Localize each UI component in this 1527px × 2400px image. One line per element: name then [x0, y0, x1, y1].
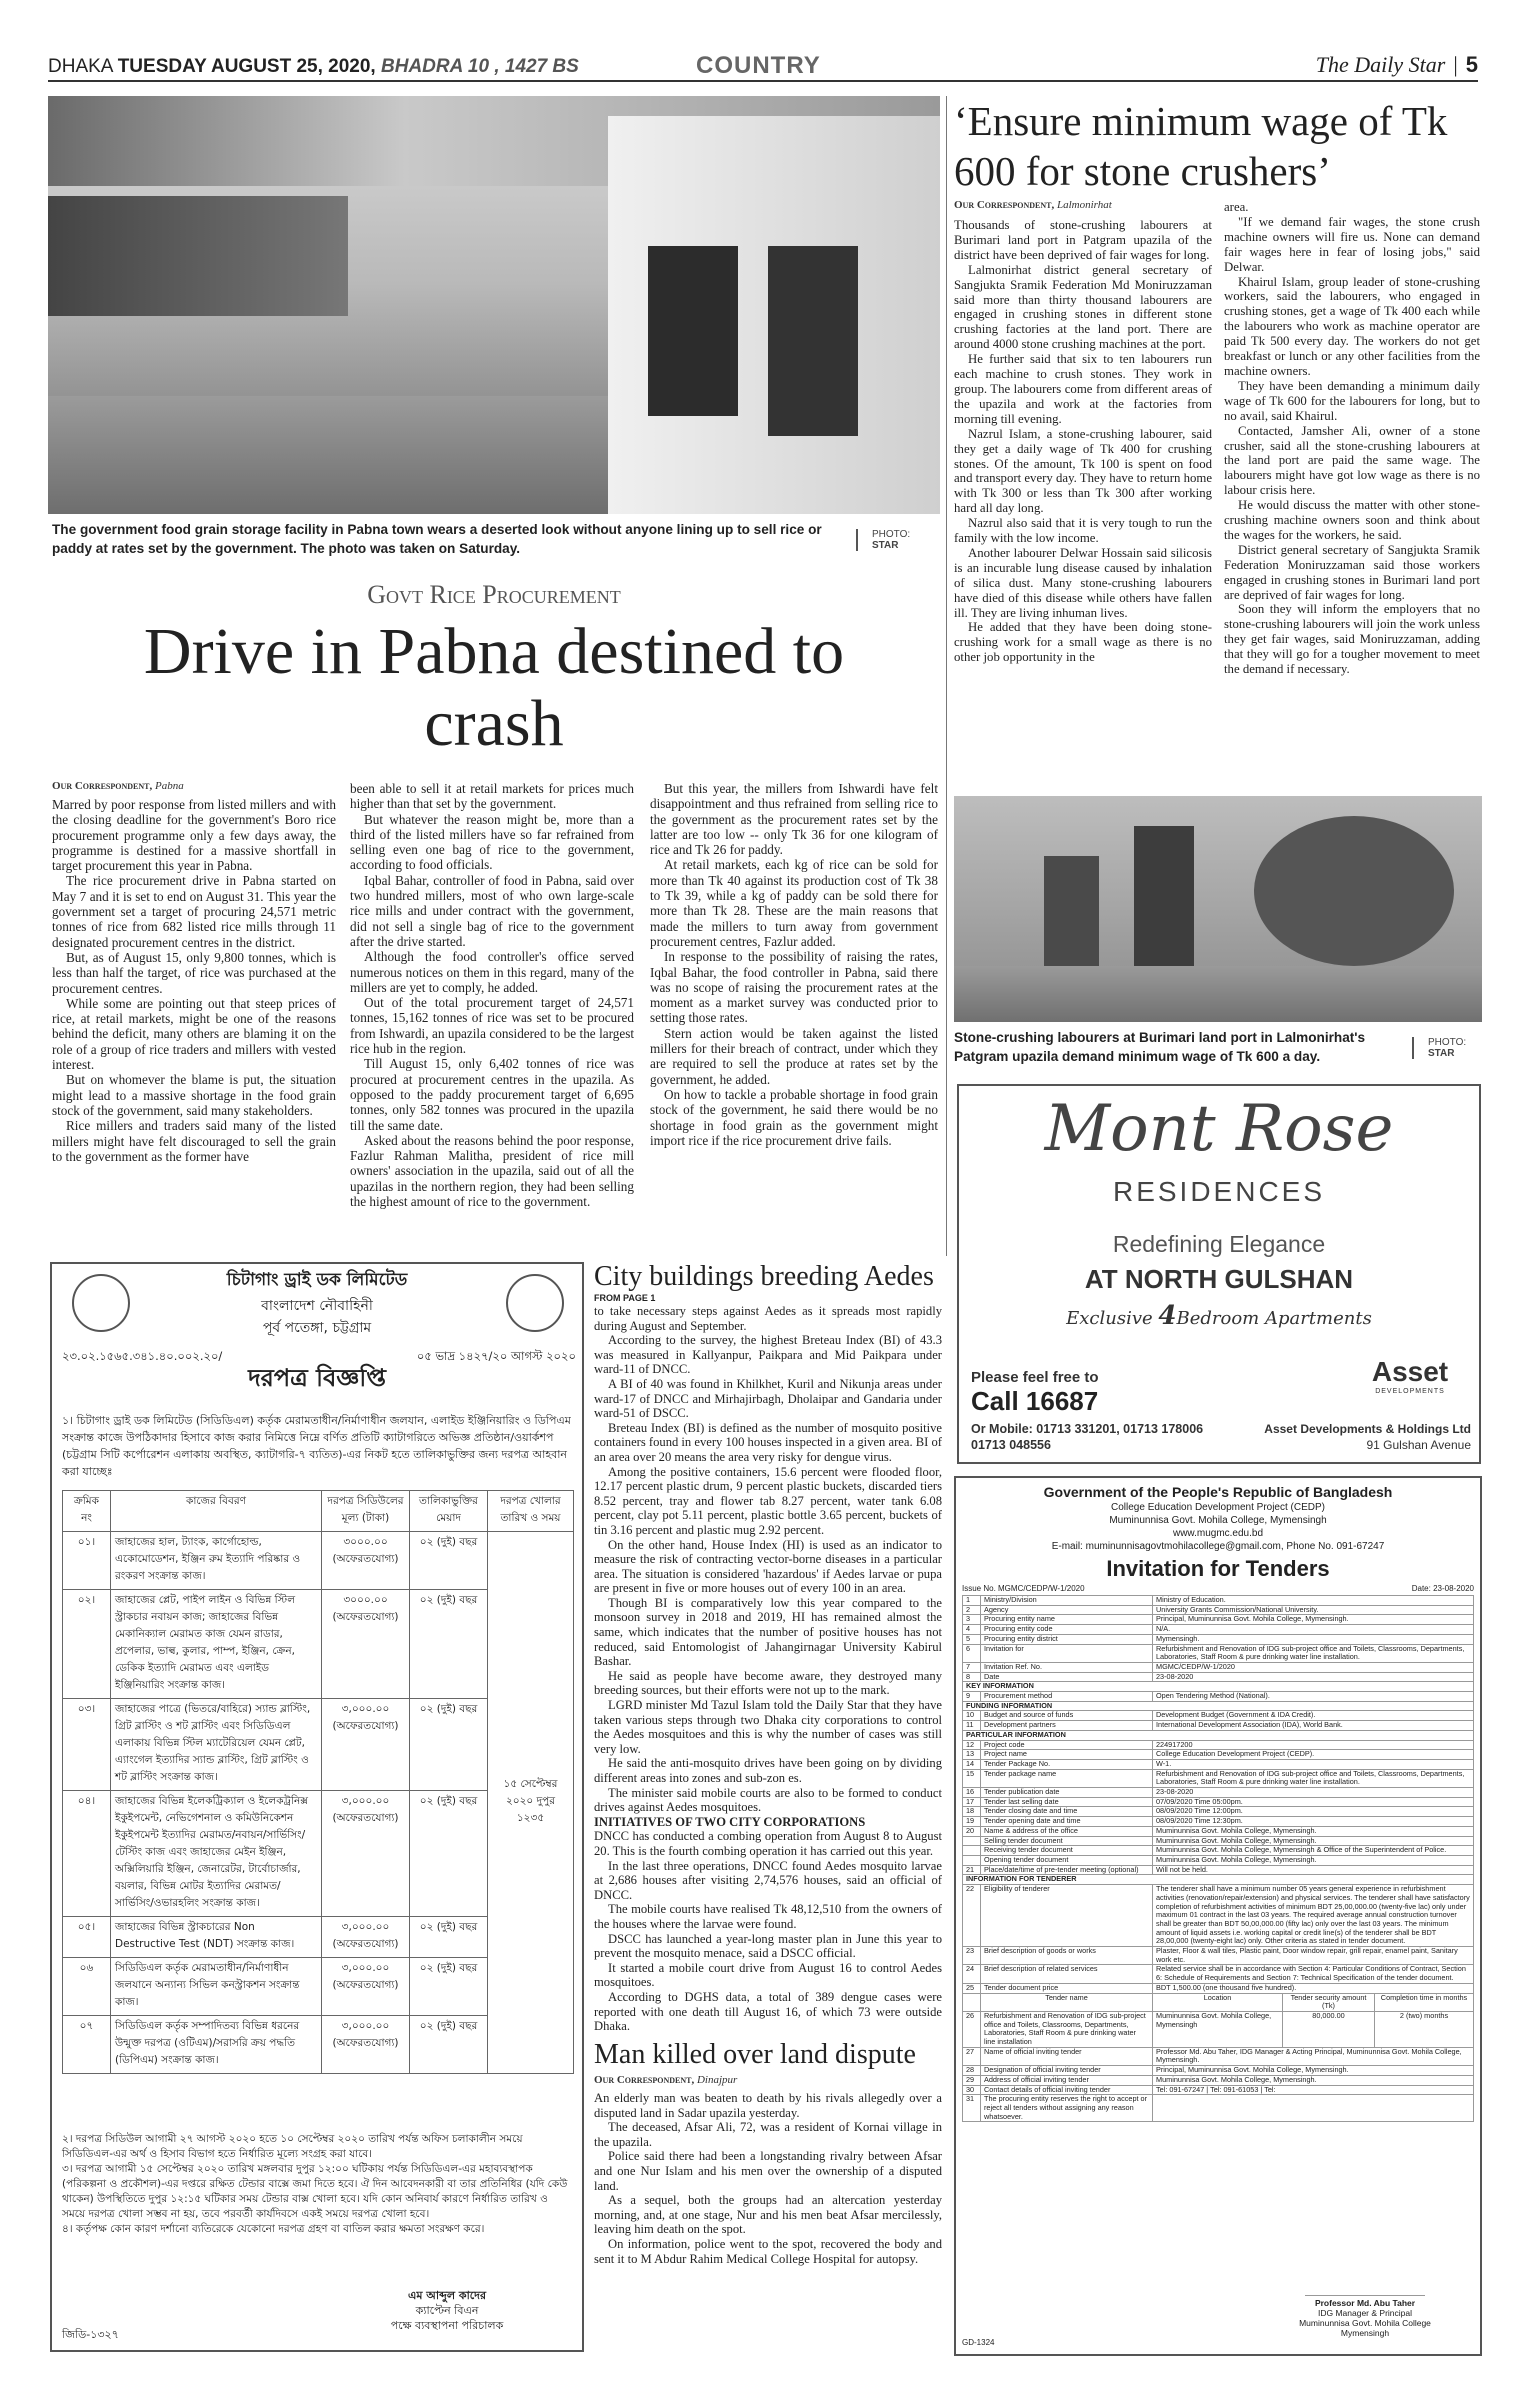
table-row: ০৩। জাহাজের পাত্রে (ভিতরে/বাহিরে) স্যান্ড ব্লাস্টিং, গ্রিট ব্লাস্টিং ও শট ব্লাস্টিং এবং সিডিডিএল এলাকায় বিভিন্ন স্টিল ম্যাটেরিয়েল যেমন প্লেট, এ্যাংগেল ইত্যাদির স্যান্ড ব্লাস্টিং, গ্রিট ব্লাস্টিং ও শট ব্লাস্টিং সংক্রান্ত কাজ। ৩,০০০.০০ (অফেরতযোগ্য) ০২ (দুই) বছর	[63, 1699, 574, 1791]
table-row: ০৬ সিডিডিএল কর্তৃক মেরামতাধীন/নির্মাণাধীন জলযানে অন্যান্য সিভিল কনস্ট্রাকশন সংক্রান্ত কাজ। ৩,০০০.০০ (অফেরতযোগ্য) ০২ (দুই) বছর	[63, 1958, 574, 2016]
pabna-col-1	[52, 797, 336, 1164]
tender-en-table-2	[962, 2047, 1474, 2123]
tender-en-issue-date: Date: 23-08-2020	[1411, 1584, 1474, 1593]
table-row: 16 Tender publication date 23-08-2020	[963, 1788, 1474, 1798]
table-row: 26 Refurbishment and Renovation of IDG sub-project office and Toilets, Classrooms, Departments, Laboratories, Staff Room & pure drinking water line installation Muminunnisa Govt. Mohila College, Mymensingh 80,000.00 2 (two) months	[963, 2011, 1474, 2047]
paragraph: Breteau Index (BI) is defined as the number of mosquito positive containers found in every 100 houses inspected in a given area. BI of an area over 20 means the area very risky for dengue virus.	[594, 1420, 942, 1464]
pabna-headline: Drive in Pabna destined to crash	[143, 615, 845, 760]
table-row: 31 The procuring entity reserves the right to accept or reject all tenders without assigning any reason whatsoever.	[963, 2095, 1474, 2122]
table-header-row: Tender name Location Tender security amount (Tk) Completion time in months	[963, 1993, 1474, 2011]
table-row: Receiving tender document Muminunnisa Govt. Mohila College, Mymensingh & Office of the Superintendent of Police.	[963, 1846, 1474, 1856]
table-section-row: KEY INFORMATION	[963, 1682, 1474, 1692]
paragraph: As a sequel, both the groups had an altercation yesterday morning, and, at one stage, Nur and his men beat Afsar mercilessly, leaving him death on the spot.	[594, 2193, 942, 2237]
signature-mark	[1305, 2284, 1425, 2296]
tender-table	[62, 1490, 574, 2074]
table-row: Opening tender document Muminunnisa Govt. Mohila College, Mymensingh.	[963, 1855, 1474, 1865]
table-row: 19 Tender opening date and time 08/09/2020 Time 12:30pm.	[963, 1817, 1474, 1827]
ad-company: Asset Developments & Holdings Ltd	[1264, 1422, 1471, 1436]
ad-brand-name: Mont Rose	[1044, 1092, 1394, 1166]
paragraph: In the last three operations, DNCC found Aedes mosquito larvae at 2,686 houses after visiting 2,74,576 houses, said an official of DNCC.	[594, 1858, 942, 1902]
table-row: 9 Procurement method Open Tendering Method (National).	[963, 1692, 1474, 1702]
asset-logo	[1355, 1356, 1465, 1395]
paragraph: area.	[1224, 200, 1249, 214]
paragraph: DSCC has launched a year-long master plan in June this year to prevent the mosquito menace, said a DSCC official.	[594, 1931, 942, 1961]
paragraph: In response to the possibility of raising the rates, Iqbal Bahar, the food controller in Pabna, said there was no scope of raising the procurement rates at the moment as a market survey was conducted prior to setting those rates.	[650, 949, 938, 1026]
mont-rose-ad	[957, 1084, 1481, 1464]
paragraph: to take necessary steps against Aedes as it spreads most rapidly during August and September.	[594, 1304, 942, 1333]
stone-headline: ‘Ensure minimum wage of Tk 600 for stone crushers’	[954, 98, 1448, 194]
table-row: Selling tender document Muminunnisa Govt. Mohila College, Mymensingh.	[963, 1836, 1474, 1846]
paragraph: But this year, the millers from Ishwardi have felt disappointment and thus refrained from selling rice to the government as the procurement rates set by the latter are too low -- only Tk 36 for one kilogram of rice and Tk 26 for paddy.	[650, 781, 938, 858]
column-header: দরপত্র খোলার তারিখ ও সময়	[488, 1491, 574, 1532]
table-header-row	[63, 1491, 574, 1532]
table-row: 4 Procuring entity code N/A.	[963, 1625, 1474, 1635]
table-row: 11 Development partners International Development Association (IDA), World Bank.	[963, 1721, 1474, 1731]
table-row: 21 Place/date/time of pre-tender meeting (optional) Will not be held.	[963, 1865, 1474, 1875]
paragraph: Nazrul also said that it is very tough to run the family with the low income.	[954, 516, 1212, 546]
paragraph: Marred by poor response from listed millers and with the closing deadline for the government's Boro rice procurement programme only a few days away, the programme is destined for a massive shortfall in target procurement this year in Pabna.	[52, 797, 336, 874]
land-byline: Our Correspondent, Dinajpur	[594, 2074, 738, 2086]
table-row: ০৭ সিডিডিএল কর্তৃক সম্পাদিতব্য বিভিন্ন ধরনের উন্মুক্ত দরপত্র (ওটিএম)/সরাসরি ক্রয় পদ্ধতি (ডিপিএম) সংক্রান্ত কাজ। ৩,০০০.০০ (অফেরতযোগ্য) ০২ (দুই) বছর	[63, 2016, 574, 2074]
subheading: INITIATIVES OF TWO CITY CORPORATIONS	[594, 1814, 866, 1829]
table-row: 29 Address of official inviting tender Muminunnisa Govt. Mohila College, Mymensingh.	[963, 2075, 1474, 2085]
stone-col-1	[954, 218, 1212, 665]
pabna-col-2	[350, 781, 634, 1209]
paragraph: Khairul Islam, group leader of stone-crushing workers, said the labourers, who engaged in crushing stones, get a wage of Tk 400 each while the labourers who work as machine operator are paid Tk 500 every day. The workers do not get breakfast or lunch or any other facilities from the machine owners.	[1224, 274, 1480, 378]
pabna-photo-credit: PHOTO: STAR	[856, 529, 936, 551]
column-header: কাজের বিবরণ	[111, 1491, 322, 1532]
tender-notes	[62, 2132, 574, 2237]
table-row: 13 Project name College Education Development Project (CEDP).	[963, 1750, 1474, 1760]
table-row: 8 Date 23-08-2020	[963, 1672, 1474, 1682]
tender-date: ০৫ ভাদ্র ১৪২৭/২০ আগস্ট ২০২০	[416, 1349, 576, 1363]
paragraph: Soon they will inform the employers that no stone-crushing labourers will join the work unless they get fair wages, said Moniruzzaman, adding that they will go for a tougher movement to meet the demand if necessary.	[1224, 602, 1480, 677]
stone-col-2	[1224, 200, 1480, 677]
land-headline: Man killed over land dispute	[594, 2039, 916, 2070]
paragraph: It started a mobile court drive from August 16 to control Aedes mosquitoes.	[594, 1960, 942, 1990]
tender-en-project: College Education Development Project (CEDP)	[1111, 1502, 1325, 1513]
table-row: 25 Tender document price BDT 1,500.00 (one thousand five hundred).	[963, 1983, 1474, 1993]
paragraph: On the other hand, House Index (HI) is used as an indicator to measure the risk of contracting vector-borne diseases in a particular area. The situation is considered 'hazardous' if Aedes larvae or pupa are present in five or more houses out of every 100 in an area.	[594, 1537, 942, 1596]
cedp-tender-notice	[954, 1476, 1482, 2356]
paragraph: On information, police went to the spot, recovered the body and sent it to M Abdur Rahim Medical College Hospital for autopsy.	[594, 2236, 942, 2266]
pabna-kicker: Govt Rice Procurement	[367, 580, 621, 609]
cddl-tender-notice	[50, 1262, 584, 2352]
tender-note: ২। দরপত্র সিডিউল আগামী ২৭ আগস্ট ২০২০ হতে ১০ সেপ্টেম্বর ২০২০ তারিখ পর্যন্ত অফিস চলাকালীন সময়ে সিডিডিএল-এর অর্থ ও হিসাব বিভাগ হতে নির্ধারিত মূল্যে সংগ্রহ করা যাবে।	[62, 2133, 523, 2160]
ad-mobile-2: 01713 048556	[971, 1438, 1051, 1452]
stone-photo	[954, 796, 1482, 1022]
tender-memo: ২৩.০২.১৫৬৫.৩৪১.৪০.০০২.২০/	[62, 1349, 223, 1363]
paragraph: Contacted, Jamsher Ali, owner of a stone crusher, said all the stone-crushing labourers at the land port are paid the same wage. The labourers might have got low wage as there is no labour crisis here.	[1224, 423, 1480, 498]
paragraph: Although the food controller's office served numerous notices on them in this regard, many of the millers are yet to comply, he added.	[350, 949, 634, 995]
table-row: ০২। জাহাজের প্লেট, পাইপ লাইন ও বিভিন্ন স্টিল স্ট্রাকচার নবায়ন কাজ; জাহাজের বিভিন্ন মেকানিক্যাল মেরামত কাজ যেমন রাডার, প্রপেলার, ভাল্ব, কুলার, পাম্প, ইঞ্জিন, ক্রেন, ডেকিক ইত্যাদি মেরামত এবং এলাইড ইঞ্জিনিয়ারিং সংক্রান্ত কাজ। ৩০০০.০০ (অফেরতযোগ্য) ০২ (দুই) বছর	[63, 1590, 574, 1699]
table-row: 24 Brief description of related services Related service shall be in accordance with Section 4: Particular Conditions of Contract, Section 6: Schedule of Requirements and Section 7: Technical Specification of the tender document.	[963, 1965, 1474, 1983]
tender-en-email: E-mail: muminunnisagovtmohilacollege@gmail.com, Phone No. 091-67247	[1051, 1541, 1385, 1552]
paragraph: Nazrul Islam, a stone-crushing labourer, said they get a daily wage of Tk 400 for crushing stones. Of the amount, Tk 100 is spent on food and transport every day. They have to return home with Tk 300 or less than Tk 300 after working hard all day long.	[954, 426, 1212, 516]
table-section-row: PARTICULAR INFORMATION	[963, 1730, 1474, 1740]
table-row: 3 Procuring entity name Principal, Muminunnisa Govt. Mohila College, Mymensingh.	[963, 1615, 1474, 1625]
aedes-from: FROM PAGE 1	[594, 1293, 656, 1303]
paragraph: He said as people have become aware, they destroyed many breeding sources, but their efforts were not up to the mark.	[594, 1668, 942, 1698]
paragraph: He added that they have been doing stone-crushing work for a small wage as there is no other job opportunity in the	[954, 620, 1212, 665]
ad-address: 91 Gulshan Avenue	[1366, 1438, 1471, 1452]
paragraph: The minister said mobile courts are also to be formed to conduct drives against Aedes mosquitoes.	[594, 1785, 942, 1815]
paragraph: But, as of August 15, only 9,800 tonnes, which is less than half the target, of rice was purchased at the procurement centres.	[52, 949, 336, 996]
paragraph: "If we demand fair wages, the stone crush machine owners will fire us. None can demand fair wages here in fear of losing jobs," said Delwar.	[1224, 214, 1480, 274]
paragraph: Till August 15, only 6,402 tonnes of rice was procured at procurement centres in the upazila. As opposed to the paddy procurement target of 6,695 tonnes, only 582 tonnes was procured in the upazila till the same date.	[350, 1056, 634, 1133]
paragraph: The rice procurement drive in Pabna started on May 7 and it is set to end on August 31. This year the government set a target of procuring 24,571 metric tonnes of rice from 682 listed rice mills through 11 designated procurement centres in the district.	[52, 873, 336, 950]
tender-en-signature: Professor Md. Abu Taher IDG Manager & Principal Muminunnisa Govt. Mohila College Mymensingh	[1256, 2284, 1474, 2338]
paragraph: A BI of 40 was found in Khilkhet, Kuril and Nikunja areas under ward-17 of DNCC and Mirhajirbagh, Dholaipar and Gandaria under ward-51 of DSCC.	[594, 1376, 942, 1421]
paragraph: Among the positive containers, 15.6 percent were flooded floor, 12.17 percent plastic drum, 9 percent plastic buckets, discarded tiers 8.52 percent, tray and flower tab 8.27 percent, water tank 6.08 percent, clay pot 5.11 percent, plastic bottle 3.65 percent, buckets of tin 3.16 percent and plastic mug 2.92 percent.	[594, 1464, 942, 1537]
stone-byline: Our Correspondent, Lalmonirhat	[954, 199, 1112, 211]
paragraph: District general secretary of Sangjukta Sramik Federation Moniruzzaman said those workers engaged in crushing stones in Burimari land port are deprived of fair wages for long.	[1224, 542, 1480, 602]
table-section-row: INFORMATION FOR TENDERER	[963, 1875, 1474, 1885]
paragraph: Though BI is comparatively low this year compared to the monsoon survey in 2018 and 2019, HI has remained almost the same, which indicates that the number of positive houses has not reduced, said Entomologist of Jahangirnagar University Kabirul Bashar.	[594, 1595, 942, 1669]
table-section-row: FUNDING INFORMATION	[963, 1701, 1474, 1711]
tender-en-title: Invitation for Tenders	[1106, 1556, 1330, 1581]
table-row: 27 Name of official inviting tender Professor Md. Abu Taher, IDG Manager & Acting Principal, Muminunnisa Govt. Mohila College, Mymensingh.	[963, 2047, 1474, 2065]
ad-call-number: Call 16687	[971, 1386, 1099, 1416]
ad-apartments: Exclusive 4Bedroom Apartments	[1066, 1301, 1372, 1331]
paragraph: Police said there had been a longstanding rivalry between Afsar and one Nur Islam and his men over the ownership of a disputed land.	[594, 2149, 942, 2193]
tender-en-ref: GD-1324	[962, 2338, 995, 2347]
paragraph: Iqbal Bahar, controller of food in Pabna, said over two hundred millers, most of who own large-scale rice mills and under contract with the government, did not sell a single bag of rice to the government after the drive started.	[350, 872, 634, 949]
table-row: 28 Designation of official inviting tender Principal, Muminunnisa Govt. Mohila College, Mymensingh.	[963, 2066, 1474, 2076]
aedes-headline: City buildings breeding Aedes	[594, 1261, 934, 1292]
pabna-photo-caption: The government food grain storage facility in Pabna town wears a deserted look without anyone lining up to sell rice or paddy at rates set by the government. The photo was taken on Saturday.	[52, 522, 822, 556]
ad-tagline: Redefining Elegance	[1112, 1231, 1326, 1257]
tender-en-gov: Government of the People's Republic of Bangladesh	[1043, 1484, 1393, 1500]
paragraph: On how to tackle a probable shortage in food grain stock of the government, he said there would be no shortage in food grain as the government might import rice if the rice procurement drive fails.	[650, 1086, 938, 1148]
stone-photo-caption: Stone-crushing labourers at Burimari land port in Lalmonirhat's Patgram upazila demand minimum wage of Tk 600 a day.	[954, 1030, 1366, 1064]
paragraph: He said the anti-mosquito drives have been going on by dividing different areas into zones and sub-zon es.	[594, 1756, 942, 1785]
land-body	[594, 2091, 942, 2266]
column-divider	[946, 96, 947, 1256]
masthead: The Daily Star | 5	[1315, 52, 1478, 77]
paragraph: LGRD minister Md Tazul Islam told the Daily Star that they have taken various steps through two Dhaka city corporations to control the Aedes mosquitoes and this is why the number of cases was still very low.	[594, 1698, 942, 1756]
table-row: ০১। জাহাজের হাল, ট্যাংক, কার্গোহোল্ড, একোমোডেশন, ইঞ্জিন রুম ইত্যাদি পরিষ্কার ও রংকরণ সংক্রান্ত কাজ। ৩০০০.০০ (অফেরতযোগ্য) ০২ (দুই) বছর ১৫ সেপ্টেম্বর ২০২০ দুপুর ১২৩৫	[63, 1532, 574, 1590]
paragraph: DNCC has conducted a combing operation from August 8 to August 20. This is the fourth combing operation it has carried out this year.	[594, 1829, 942, 1858]
section-name: COUNTRY	[696, 52, 821, 79]
table-row: 20 Name & address of the office Muminunnisa Govt. Mohila College, Mymensingh.	[963, 1826, 1474, 1836]
paragraph: Lalmonirhat district general secretary of Sangjukta Sramik Federation Md Moniruzzaman said more than thirty thousand labourers are engaged in crushing stones in different stone crushing factories at the land port. There are around 4000 stone crushing machines at the port.	[954, 262, 1212, 352]
table-row: 30 Contact details of official inviting tender Tel: 091-67247 | Tel: 091-61053 | Tel:	[963, 2085, 1474, 2095]
paragraph: According to the survey, the highest Breteau Index (BI) of 43.3 was measured in Kallyanpur, Paikpara and Mid Paikpara under ward-11 of DNCC.	[594, 1333, 942, 1377]
paragraph: been able to sell it at retail markets for prices much higher than that set by the government.	[350, 781, 634, 812]
tender-en-lot-table	[962, 1993, 1474, 2048]
paragraph: The deceased, Afsar Ali, 72, was a resident of Kornai village in the upazila.	[594, 2120, 942, 2149]
ad-mobiles: Or Mobile: 01713 331201, 01713 178006	[971, 1422, 1204, 1436]
paragraph: They have been demanding a minimum daily wage of Tk 600 for the labourers for long, but to no avail, said Khairul.	[1224, 378, 1480, 423]
tender-title: দরপত্র বিজ্ঞপ্তি	[248, 1364, 386, 1392]
tender-en-web: www.mugmc.edu.bd	[1172, 1528, 1264, 1539]
paragraph: An elderly man was beaten to death by his rivals allegedly over a disputed land in Sadar upazila yesterday.	[594, 2091, 942, 2120]
ad-location: AT NORTH GULSHAN	[1084, 1264, 1354, 1294]
paragraph: Thousands of stone-crushing labourers at Burimari land port in Patgram upazila of the district have been deprived of fair wages for long.	[954, 218, 1212, 262]
page-header	[48, 52, 1478, 82]
paragraph: Asked about the reasons behind the poor response, Fazlur Rahman Malitha, president of rice mill owners' association in the upazila, said out of all the upazilas in the northern region, they had been selling the highest amount of rice to the government.	[350, 1132, 634, 1210]
table-row: 14 Tender Package No. W-1.	[963, 1759, 1474, 1769]
paragraph: Stern action would be taken against the listed millers for their breach of contract, under which they are required to sell the produce at rates set by the government, he added.	[650, 1025, 938, 1087]
pabna-photo	[48, 96, 940, 514]
opening-date: ১৫ সেপ্টেম্বর ২০২০ দুপুর ১২৩৫	[488, 1532, 574, 2074]
pabna-byline: Our Correspondent, Pabna	[52, 780, 184, 792]
table-row: 17 Tender last selling date 07/09/2020 Time 05:00pm.	[963, 1797, 1474, 1807]
paragraph: But on whomever the blame is put, the situation might lead to a massive shortage in the food grain stock of the government, said many stakeholders.	[52, 1072, 336, 1118]
column-header: দরপত্র সিডিউলের মূল্য (টাকা)	[322, 1491, 410, 1532]
table-row: 15 Tender package name Refurbishment and Renovation of IDG sub-project office and Toilets, Classrooms, Departments, Laboratories, Staff Room & pure drinking water line installation.	[963, 1769, 1474, 1787]
aedes-body	[594, 1304, 942, 2034]
table-row: ০৫। জাহাজের বিভিন্ন স্ট্রাকচারের Non Destructive Test (NDT) সংক্রান্ত কাজ। ৩,০০০.০০ (অফেরতযোগ্য) ০২ (দুই) বছর	[63, 1917, 574, 1958]
page-number: 5	[1465, 52, 1478, 77]
column-header: তালিকাভুক্তির মেয়াদ	[410, 1491, 488, 1532]
asset-logo-sub: DEVELOPMENTS	[1375, 1388, 1445, 1395]
dateline: DHAKA TUESDAY AUGUST 25, 2020, BHADRA 10 , 1427 BS	[48, 56, 579, 77]
table-row: 2 Agency University Grants Commission/National University.	[963, 1605, 1474, 1615]
paragraph: At retail markets, each kg of rice can be sold for more than Tk 40 against its production cost of Tk 38 to Tk 39, while a kg of paddy can be sold there for more than Tk 28. These are the main reasons that made the millers to turn away from government procurement centres, Fazlur added.	[650, 857, 938, 949]
asset-logo-word: Asset	[1371, 1356, 1449, 1387]
tender-signer: এম আব্দুল কাদের ক্যাপ্টেন বিএন পক্ষে ব্যবস্থাপনা পরিচালক	[390, 2289, 504, 2332]
paragraph: While some are pointing out that steep prices of rice, at retail markets, might be one of the reasons behind the deficit, many others are blaming it on the role of a group of rice traders and millers with vested interest.	[52, 995, 336, 1073]
paragraph: Rice millers and traders said many of the listed millers might have felt discouraged to sell the grain to the government as the former have	[52, 1118, 336, 1164]
tender-en-issue: Issue No. MGMC/CEDP/W-1/2020	[962, 1584, 1085, 1593]
table-row: 18 Tender closing date and time 08/09/2020 Time 12:00pm.	[963, 1807, 1474, 1817]
tender-note: ৪। কর্তৃপক্ষ কোন কারণ দর্শানো ব্যতিরেকে যেকোনো দরপত্র গ্রহণ বা বাতিল করার ক্ষমতা সংরক্ষণ করে।	[62, 2223, 485, 2235]
tender-note: ৩। দরপত্র আগামী ১৫ সেপ্টেম্বর ২০২০ তারিখ মঙ্গলবার দুপুর ১২:০০ ঘটিকায় পর্যন্ত সিডিডিএল-এর মহাব্যবস্থাপক (পরিকল্পনা ও প্রকৌশল)-এর দপ্তরে রক্ষিত টেন্ডার বাক্সে জমা দিতে হবে। ঐ দিন আবেদনকারী বা তার প্রতিনিধির (যদি কেউ থাকেন) উপস্থিতিতে দুপুর ১২:১৫ ঘটিকার সময় টেন্ডার বাক্স খোলা হবে। যদি কোন অনিবার্য কারণে নির্ধারিত তারিখ ও সময়ে দরপত্র খোলা সম্ভব না হয়, তবে পরবর্তী কার্যদিবসে একই সময়ে দরপত্র খোলা হবে।	[62, 2163, 568, 2220]
tender-ref: জিডি-১৩২৭	[62, 2328, 119, 2341]
table-row: 12 Project code 224917200	[963, 1740, 1474, 1750]
ad-call-label: Please feel free to	[971, 1369, 1099, 1386]
paragraph: The mobile courts have realised Tk 48,12,510 from the owners of the houses where the larvae were found.	[594, 1902, 942, 1931]
paragraph: According to DGHS data, a total of 389 dengue cases were reported with one death till August 16, of which 73 were outside Dhaka.	[594, 1989, 942, 2034]
tender-en-college: Muminunnisa Govt. Mohila College, Mymensingh	[1109, 1515, 1327, 1526]
table-row: 5 Procuring entity district Mymensingh.	[963, 1634, 1474, 1644]
table-row: 10 Budget and source of funds Development Budget (Government & IDA Credit).	[963, 1711, 1474, 1721]
table-row: 22 Eligibility of tenderer The tenderer shall have a minimum number 05 years general experience in refurbishment activities (renovation/repair/extension) and physical services. The tenderer shall have satisfactory completion of refurbishment activities of minimum BDT 25,00,000.00 (twenty-five lac) only under maximum 01 contract in the last 03 years. The required average annual construction turnover shall be greater than BDT 50,00,000.00 (fifty lac) only over the last 03 years. The minimum amount of liquid assets i.e. working capital or credit line(s) of the tenderer shall be BDT 28,00,000 (twenty-eight lac) only. Other criteria as stated in tender document.	[963, 1885, 1474, 1947]
column-header: ক্রমিক নং	[63, 1491, 111, 1532]
tender-en-table	[962, 1595, 1474, 1994]
paragraph: Another labourer Delwar Hossain said silicosis is an incurable lung disease caused by inhalation of silica dust. Many stone-crushing labourers have died of this disease while others have fallen ill. They are living inhuman lives.	[954, 545, 1212, 620]
paragraph: He further said that six to ten labourers run each machine to crush stones. They work in group. The labourers come from different areas of the upazila and work at the factories from morning till evening.	[954, 352, 1212, 426]
table-row: ০৪। জাহাজের বিভিন্ন ইলেকট্রিক্যাল ও ইলেকট্রনিক্স ইকুইপমেন্ট, নেভিগেশনাল ও কমিউনিকেশন ইকুইপমেন্ট ইত্যাদির মেরামত/নবায়ন/সার্ভিসিং/টেস্টিং কাজ এবং জাহাজের মেইন ইঞ্জিন, অক্সিলিয়ারি ইঞ্জিন, জেনারেটর, টার্বোচার্জার, বয়লার, বিভিন্ন মোটর ইত্যাদির মেরামত/সার্ভিসিং/ওভারহলিং সংক্রান্ত কাজ। ৩,০০০.০০ (অফেরতযোগ্য) ০২ (দুই) বছর	[63, 1791, 574, 1917]
tender-org-sub2: পূর্ব পতেঙ্গা, চট্টগ্রাম	[262, 1320, 372, 1336]
table-row: 23 Brief description of goods or works Plaster, Floor & wall tiles, Plastic paint, Door window repair, grill repair, enamel paint, Sanitary work etc.	[963, 1947, 1474, 1965]
paragraph: He would discuss the matter with other stone-crushing machine owners soon and think about the wages for the workers, he said.	[1224, 498, 1480, 542]
paragraph: Out of the total procurement target of 24,571 tonnes, 15,162 tonnes of rice was set to be procured from Ishwardi, an upazila considered to be the largest rice hub in the region.	[350, 995, 634, 1057]
table-row: 6 Invitation for Refurbishment and Renovation of IDG sub-project office and Toilets, Classrooms, Departments, Laboratories, Staff Room & pure drinking water line installation.	[963, 1644, 1474, 1662]
table-row: 7 Invitation Ref. No. MGMC/CEDP/W-1/2020	[963, 1662, 1474, 1672]
table-row: 1 Ministry/Division Ministry of Education.	[963, 1596, 1474, 1606]
tender-org-sub1: বাংলাদেশ নৌবাহিনী	[261, 1298, 373, 1314]
stone-photo-credit: PHOTO: STAR	[1412, 1037, 1482, 1059]
tender-intro: ১। চিটাগাং ড্রাই ডক লিমিটেড (সিডিডিএল) কর্তৃক মেরামতাধীন/নির্মাণাধীন জলযান, এলাইড ইঞ্জিনিয়ারিং ও ডিপিএম সংক্রান্ত কাজে উপঠিকাদার হিসাবে কাজ করার নিমিত্তে নিম্নে বর্ণিত প্রতিটি ক্যাটাগরিতে অভিজ্ঞ প্রতিষ্ঠান/ওয়ার্কশপ (চট্টগ্রাম সিটি কর্পোরেশন এলাকায় অবস্থিত, ক্যাটাগরি-৭ ব্যতিত)-এর নিকট হতে তালিকাভুক্তির জন্য দরপত্র আহবান করা যাচ্ছেঃ	[62, 1414, 571, 1478]
tender-org: চিটাগাং ড্রাই ডক লিমিটেড	[226, 1270, 408, 1290]
paragraph: But whatever the reason might be, more than a third of the listed millers have so far refrained from selling even one bag of rice to the government, according to food officials.	[350, 811, 634, 873]
ad-brand-sub: RESIDENCES	[1112, 1176, 1326, 1207]
pabna-col-3	[650, 781, 938, 1148]
tender-en-table-wrap	[962, 1595, 1474, 2122]
